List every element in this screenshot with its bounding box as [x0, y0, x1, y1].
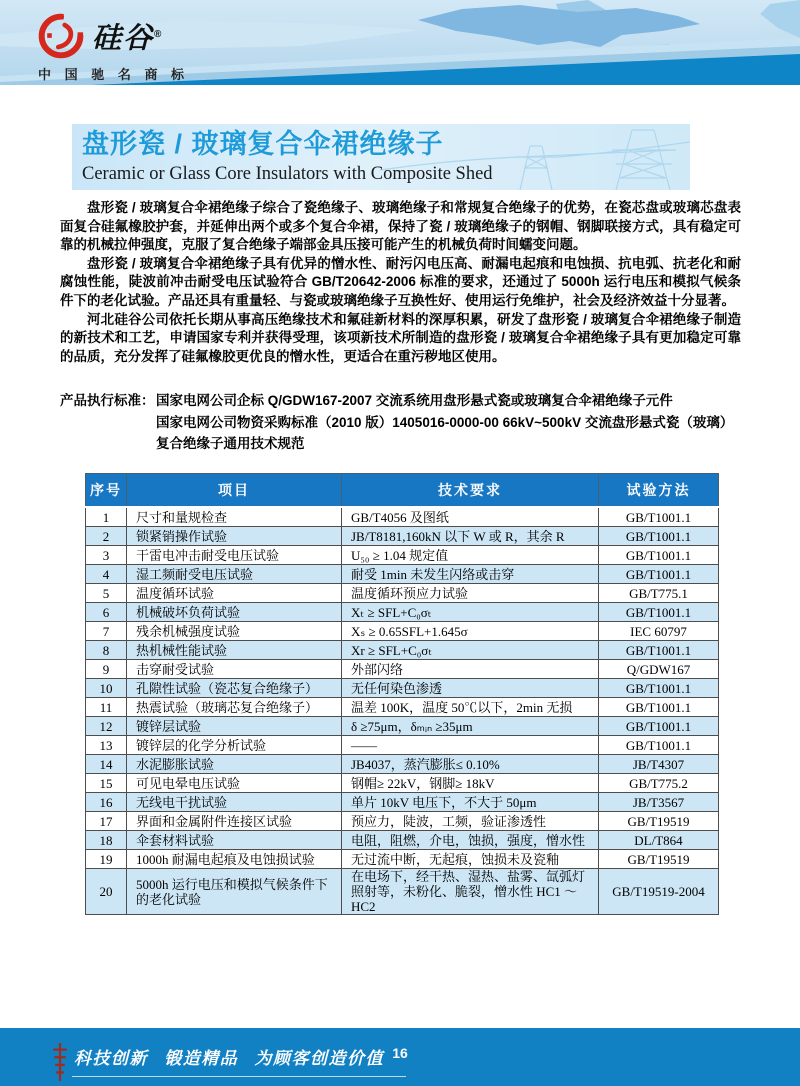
table-row: [86, 717, 719, 736]
table-row: [86, 622, 719, 641]
table-row: [86, 812, 719, 831]
page-header: [0, 0, 800, 90]
table-cell: 单片 10kV 电压下，不大于 50μm: [342, 793, 599, 812]
table-cell: JB/T3567: [599, 793, 719, 812]
table-cell: 温差 100K，温度 50℃以下，2min 无损: [342, 698, 599, 717]
footer-slogan: 科技创新 锻造精品 为顾客创造价值: [72, 1048, 406, 1077]
table-row: [86, 660, 719, 679]
table-cell: 耐受 1min 未发生闪络或击穿: [342, 565, 599, 584]
table-cell: GB/T1001.1: [599, 546, 719, 565]
table-cell: 温度循环试验: [127, 584, 342, 603]
paragraph-2: 盘形瓷 / 玻璃复合伞裙绝缘子具有优异的憎水性、耐污闪电压高、耐漏电起痕和电蚀损、抗电弧、抗老化和耐腐蚀性能，陡波前冲击耐受电压试验符合 GB/T20642-2006 标准的要求，还通过了 5000h 运行电压和模拟气候条件下的老化试验。产品还具有重量轻、与瓷或玻璃绝缘子互换性好、使用运行免维护，社会及经济效益十分显著。: [60, 255, 741, 308]
table-cell: 孔隙性试验（瓷芯复合绝缘子）: [127, 679, 342, 698]
table-cell: 钢帽≥ 22kV，钢脚≥ 18kV: [342, 774, 599, 793]
table-row: [86, 755, 719, 774]
page-footer: [0, 1028, 800, 1086]
table-cell: 击穿耐受试验: [127, 660, 342, 679]
table-cell: 15: [86, 774, 127, 793]
table-row: [86, 679, 719, 698]
table-cell: 镀锌层的化学分析试验: [127, 736, 342, 755]
table-row: [86, 774, 719, 793]
table-cell: 水泥膨胀试验: [127, 755, 342, 774]
table-row: [86, 565, 719, 584]
table-cell: GB/T1001.1: [599, 507, 719, 527]
table-row: [86, 507, 719, 527]
col-header-method: 试验方法: [599, 474, 719, 508]
table-cell: 17: [86, 812, 127, 831]
table-cell: GB/T1001.1: [599, 717, 719, 736]
table-cell: 湿工频耐受电压试验: [127, 565, 342, 584]
table-cell: 4: [86, 565, 127, 584]
table-row: [86, 850, 719, 869]
table-cell: 温度循环预应力试验: [342, 584, 599, 603]
table-cell: 9: [86, 660, 127, 679]
table-cell: 6: [86, 603, 127, 622]
table-cell: GB/T775.1: [599, 584, 719, 603]
logo-text: [92, 13, 163, 61]
table-cell: 13: [86, 736, 127, 755]
table-cell: 在电场下，经干热、湿热、盐雾、氙弧灯照射等，未粉化、脆裂，憎水性 HC1 ～ HC2: [342, 869, 599, 915]
table-cell: 8: [86, 641, 127, 660]
table-cell: GB/T19519: [599, 850, 719, 869]
standards-line-1: 国家电网公司企标 Q/GDW167-2007 交流系统用盘形悬式瓷或玻璃复合伞裙绝缘子元件: [156, 393, 673, 408]
table-cell: 锁紧销操作试验: [127, 527, 342, 546]
table-cell: GB/T775.2: [599, 774, 719, 793]
table-cell: 干雷电冲击耐受电压试验: [127, 546, 342, 565]
table-cell: GB/T4056 及图纸: [342, 507, 599, 527]
table-cell: U₅₀ ≥ 1.04 规定值: [342, 546, 599, 565]
table-cell: 10: [86, 679, 127, 698]
title-banner: [72, 124, 690, 190]
test-spec-table: [85, 473, 719, 915]
col-header-item: 项目: [127, 474, 342, 508]
table-cell: 热震试验（玻璃芯复合绝缘子）: [127, 698, 342, 717]
company-logo: [38, 13, 218, 83]
product-standards: [60, 390, 741, 455]
table-row: [86, 736, 719, 755]
table-cell: 无线电干扰试验: [127, 793, 342, 812]
table-cell: 热机械性能试验: [127, 641, 342, 660]
table-cell: 伞套材料试验: [127, 831, 342, 850]
table-cell: DL/T864: [599, 831, 719, 850]
table-cell: 18: [86, 831, 127, 850]
table-cell: Q/GDW167: [599, 660, 719, 679]
table-cell: 5000h 运行电压和模拟气候条件下的老化试验: [127, 869, 342, 915]
table-cell: 11: [86, 698, 127, 717]
table-cell: 尺寸和量规检查: [127, 507, 342, 527]
table-cell: 5: [86, 584, 127, 603]
table-cell: GB/T1001.1: [599, 679, 719, 698]
table-cell: 2: [86, 527, 127, 546]
table-cell: Xₜ ≥ SFL+C₀σₜ: [342, 603, 599, 622]
table-cell: GB/T1001.1: [599, 603, 719, 622]
logo-icon: [38, 13, 84, 59]
standards-label: 产品执行标准：: [60, 393, 155, 408]
table-cell: GB/T1001.1: [599, 698, 719, 717]
table-row: [86, 641, 719, 660]
table-cell: 16: [86, 793, 127, 812]
table-cell: 镀锌层试验: [127, 717, 342, 736]
col-header-no: 序号: [86, 474, 127, 508]
paragraph-1: 盘形瓷 / 玻璃复合伞裙绝缘子综合了瓷绝缘子、玻璃绝缘子和常规复合绝缘子的优势，在瓷芯盘或玻璃芯盘表面复合硅氟橡胶护套，并延伸出两个或多个复合伞裙，保持了瓷 / 玻璃绝缘子的钢帽、钢脚联接方式，具有稳定可靠的机械拉伸强度，克服了复合绝缘子端部金具压接可能产生的机械负荷时间蠕变问题。: [60, 200, 741, 253]
standards-line-3: 复合绝缘子通用技术规范: [156, 436, 305, 451]
page-title-en: Ceramic or Glass Core Insulators with Composite Shed: [82, 164, 493, 184]
table-cell: GB/T19519-2004: [599, 869, 719, 915]
table-cell: GB/T1001.1: [599, 565, 719, 584]
table-cell: 可见电晕电压试验: [127, 774, 342, 793]
table-cell: 电阻，阻燃，介电，蚀损，强度，憎水性: [342, 831, 599, 850]
table-cell: JB4037，蒸汽膨胀≤ 0.10%: [342, 755, 599, 774]
table-cell: 无过流中断，无起痕，蚀损未及瓷釉: [342, 850, 599, 869]
table-row: [86, 698, 719, 717]
page-number: 16: [392, 1045, 408, 1061]
table-row: [86, 869, 719, 915]
table-cell: ——: [342, 736, 599, 755]
standards-line-2: 国家电网公司物资采购标准（2010 版）1405016-0000-00 66kV~500kV 交流盘形悬式瓷（玻璃）: [156, 414, 734, 430]
table-cell: 3: [86, 546, 127, 565]
table-cell: δ ≥75μm，δₘᵢₙ ≥35μm: [342, 717, 599, 736]
table-row: [86, 793, 719, 812]
table-cell: 机械破坏负荷试验: [127, 603, 342, 622]
table-cell: IEC 60797: [599, 622, 719, 641]
table-cell: 20: [86, 869, 127, 915]
table-header-row: [86, 474, 719, 508]
table-cell: 无任何染色渗透: [342, 679, 599, 698]
table-row: [86, 527, 719, 546]
table-cell: 1: [86, 507, 127, 527]
intro-paragraphs: [60, 199, 741, 366]
table-cell: 外部闪络: [342, 660, 599, 679]
table-cell: 19: [86, 850, 127, 869]
table-cell: JB/T4307: [599, 755, 719, 774]
table-row: [86, 603, 719, 622]
table-cell: 7: [86, 622, 127, 641]
table-cell: 界面和金属附件连接区试验: [127, 812, 342, 831]
table-row: [86, 831, 719, 850]
registered-trademark-symbol: ®: [154, 29, 164, 40]
col-header-req: 技术要求: [342, 474, 599, 508]
table-cell: GB/T1001.1: [599, 736, 719, 755]
table-cell: Xr ≥ SFL+C₀σₜ: [342, 641, 599, 660]
table-cell: Xₛ ≥ 0.65SFL+1.645σ: [342, 622, 599, 641]
page-title-zh: 盘形瓷 / 玻璃复合伞裙绝缘子: [82, 129, 444, 159]
table-cell: 1000h 耐漏电起痕及电蚀损试验: [127, 850, 342, 869]
table-row: [86, 584, 719, 603]
logo-brand-name: 硅谷: [92, 22, 155, 55]
table-cell: 预应力，陡波，工频，验证渗透性: [342, 812, 599, 831]
logo-subtitle: 中 国 驰 名 商 标: [38, 66, 190, 82]
table-cell: 12: [86, 717, 127, 736]
table-cell: GB/T1001.1: [599, 527, 719, 546]
table-cell: 残余机械强度试验: [127, 622, 342, 641]
table-cell: GB/T19519: [599, 812, 719, 831]
table-row: [86, 546, 719, 565]
table-cell: 14: [86, 755, 127, 774]
table-cell: JB/T8181,160kN 以下 W 或 R，其余 R: [342, 527, 599, 546]
table-cell: GB/T1001.1: [599, 641, 719, 660]
paragraph-3: 河北硅谷公司依托长期从事高压绝缘技术和氟硅新材料的深厚积累，研发了盘形瓷 / 玻璃复合伞裙绝缘子制造的新技术和工艺，申请国家专利并获得受理，该项新技术所制造的盘形瓷 / 玻璃复合伞裙绝缘子具有更加稳定可靠的品质，充分发挥了硅氟橡胶更优良的憎水性，更适合在重污秽地区使用。: [60, 311, 741, 364]
